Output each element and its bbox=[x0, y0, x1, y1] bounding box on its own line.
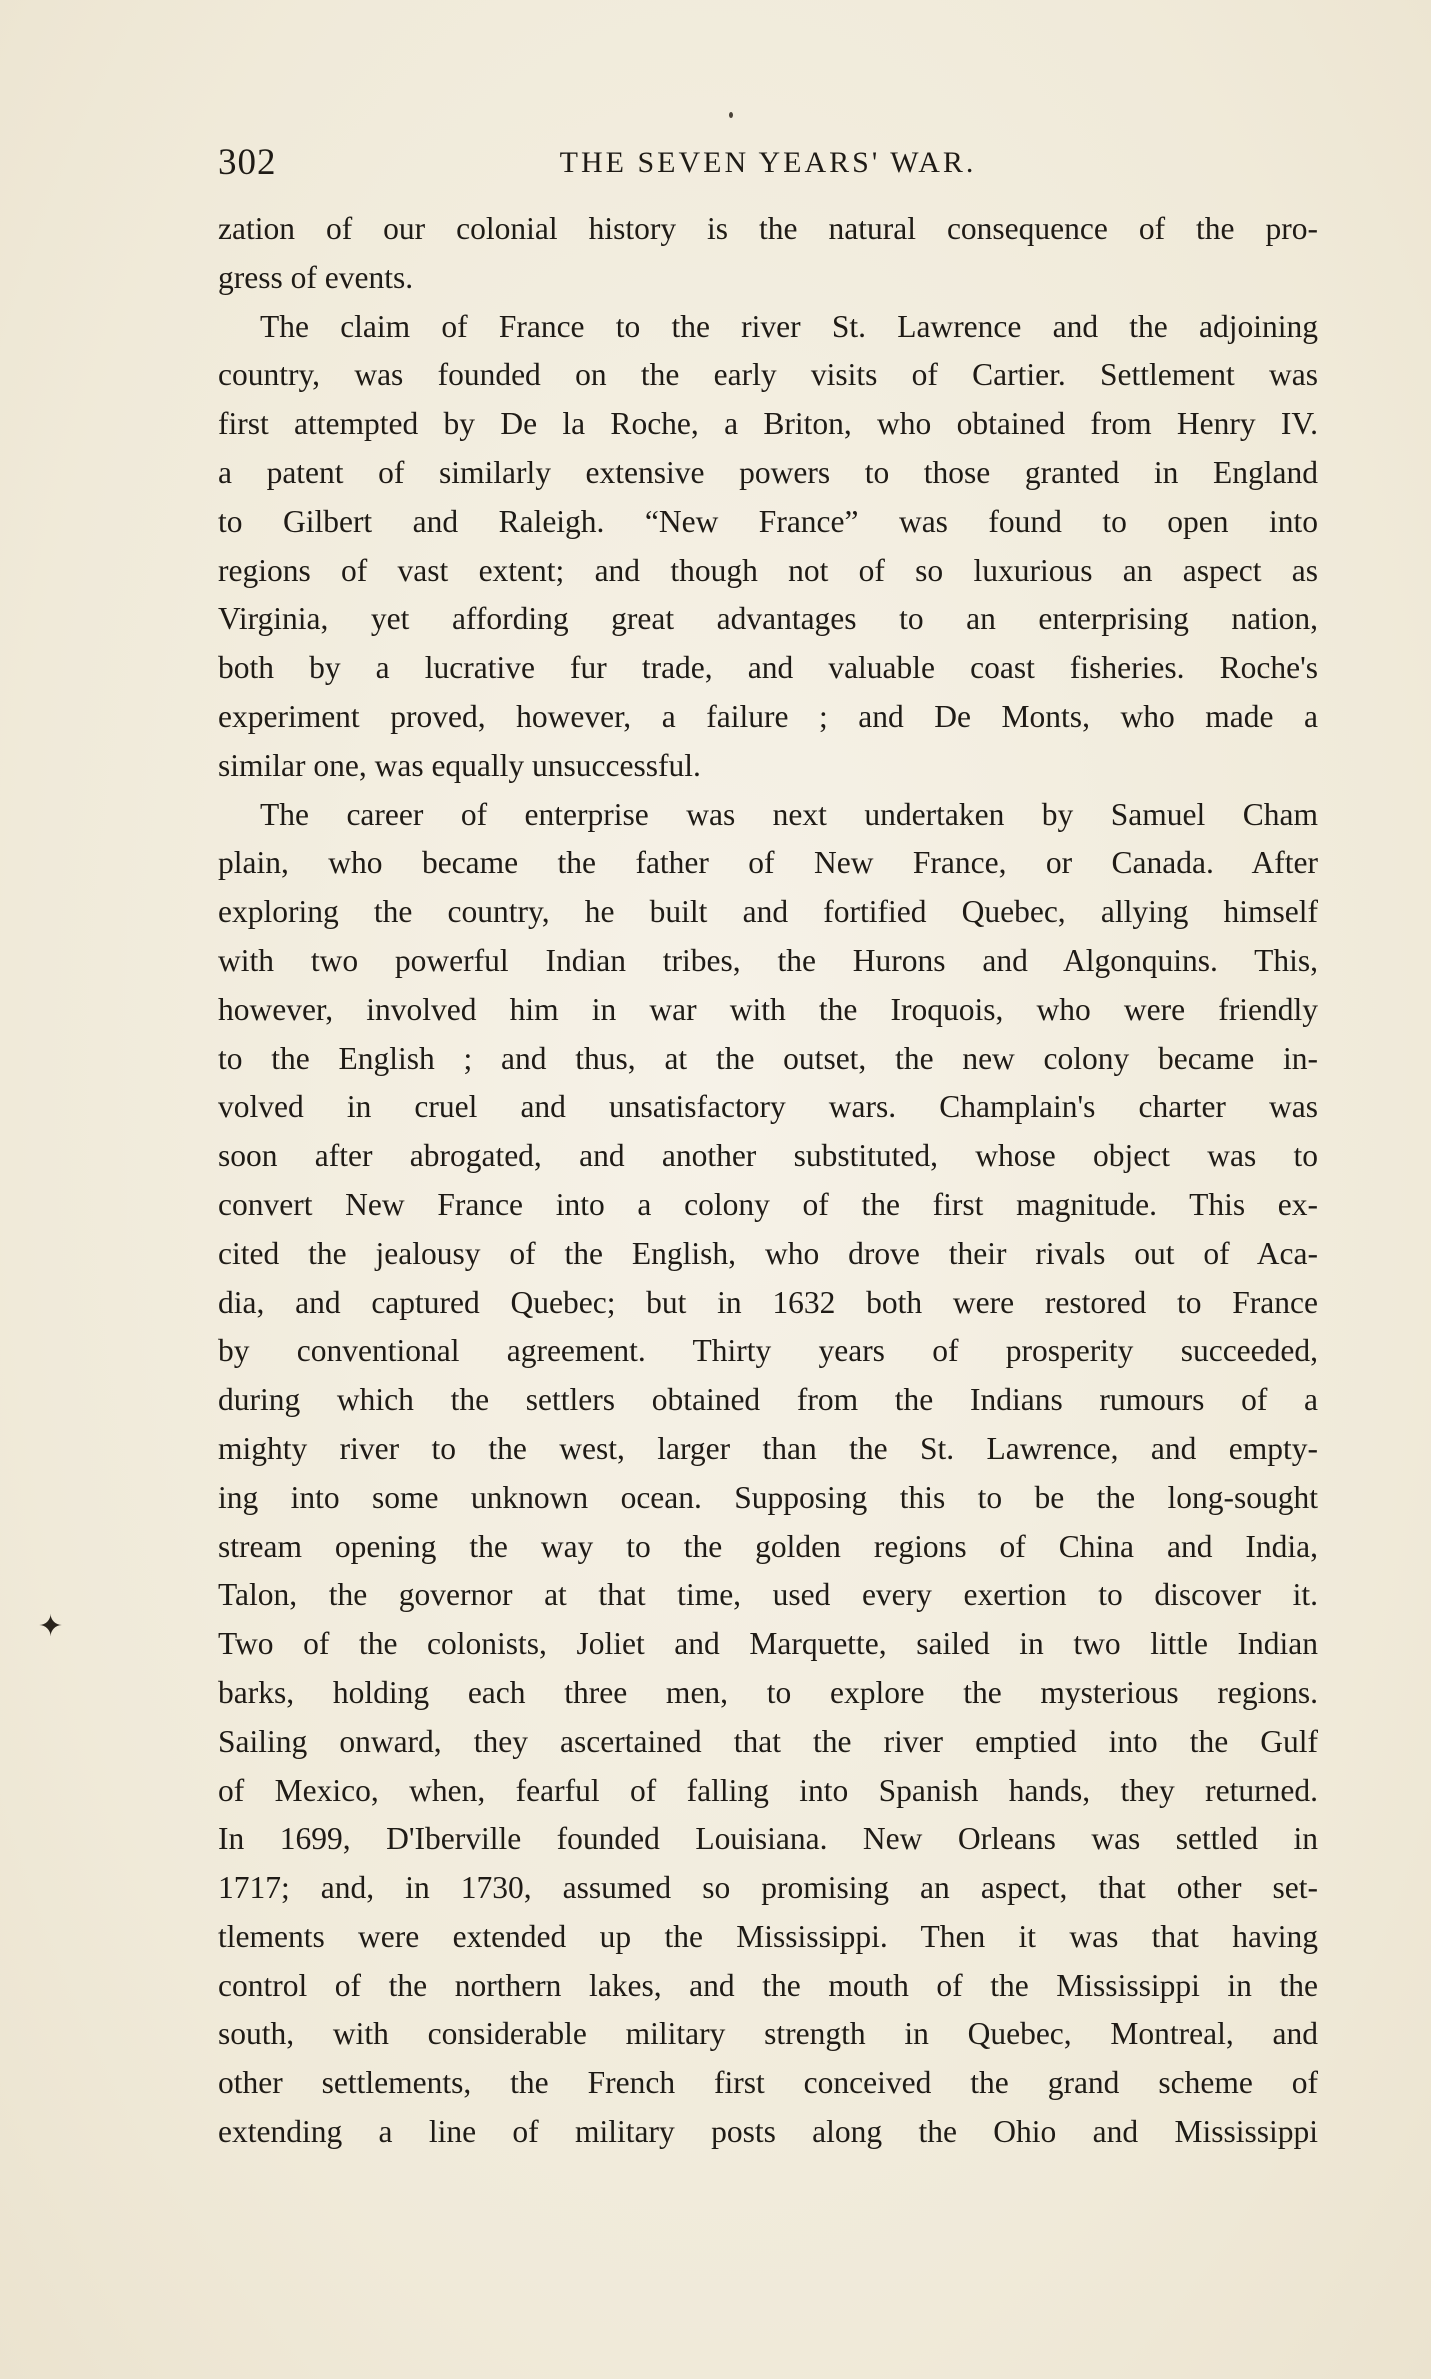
text-line: regions of vast extent; and though not of so luxurious an aspect as bbox=[218, 552, 1318, 588]
text-line: of Mexico, when, fearful of falling into Spanish hands, they returned. bbox=[218, 1772, 1318, 1808]
text-line: zation of our colonial history is the natural consequence of the pro- bbox=[218, 211, 1318, 246]
text-line: similar one, was equally unsuccessful. bbox=[218, 747, 701, 783]
text-line: barks, holding each three men, to explore the mysterious regions. bbox=[218, 1674, 1318, 1710]
text-line: by conventional agreement. Thirty years of prosperity succeeded, bbox=[218, 1333, 1318, 1369]
text-line: south, with considerable military strength in Quebec, Montreal, and bbox=[218, 2016, 1318, 2052]
text-line: a patent of similarly extensive powers to those granted in England bbox=[218, 454, 1318, 490]
text-line: control of the northern lakes, and the mouth of the Mississippi in the bbox=[218, 1967, 1318, 2003]
page-number: 302 bbox=[218, 142, 277, 183]
text-line: to Gilbert and Raleigh. “New France” was found to open into bbox=[218, 503, 1318, 539]
text-line: ing into some unknown ocean. Supposing this to be the long-sought bbox=[218, 1479, 1318, 1515]
text-line: during which the settlers obtained from the Indians rumours of a bbox=[218, 1382, 1318, 1418]
text-line: plain, who became the father of New France, or Canada. After bbox=[218, 845, 1318, 881]
text-line: convert New France into a colony of the first magnitude. This ex- bbox=[218, 1186, 1318, 1222]
text-line: both by a lucrative fur trade, and valuable coast fisheries. Roche's bbox=[218, 650, 1318, 686]
text-line: Virginia, yet affording great advantages to an enterprising nation, bbox=[218, 601, 1318, 637]
text-line: tlements were extended up the Mississippi. Then it was that having bbox=[218, 1918, 1318, 1954]
text-line: dia, and captured Quebec; but in 1632 both were restored to France bbox=[218, 1284, 1318, 1320]
text-line: country, was founded on the early visits of Cartier. Settlement was bbox=[218, 357, 1318, 393]
page-header bbox=[218, 138, 1318, 188]
text-line: Talon, the governor at that time, used every exertion to discover it. bbox=[218, 1577, 1318, 1613]
running-head: THE SEVEN YEARS' WAR. bbox=[559, 146, 977, 179]
text-line: mighty river to the west, larger than the St. Lawrence, and empty- bbox=[218, 1430, 1318, 1466]
text-line: exploring the country, he built and fortified Quebec, allying himself bbox=[218, 894, 1318, 930]
text-line: The claim of France to the river St. Lawrence and the adjoining bbox=[260, 308, 1318, 344]
text-line: first attempted by De la Roche, a Briton, who obtained from Henry IV. bbox=[218, 406, 1318, 442]
text-line: with two powerful Indian tribes, the Hurons and Algonquins. This, bbox=[218, 942, 1318, 978]
text-line: In 1699, D'Iberville founded Louisiana. New Orleans was settled in bbox=[218, 1821, 1318, 1857]
text-line: Two of the colonists, Joliet and Marquette, sailed in two little Indian bbox=[218, 1626, 1318, 1662]
text-line: other settlements, the French first conceived the grand scheme of bbox=[218, 2065, 1318, 2101]
text-line: stream opening the way to the golden regions of China and India, bbox=[218, 1528, 1318, 1564]
text-line: volved in cruel and unsatisfactory wars. Champlain's charter was bbox=[218, 1089, 1318, 1125]
margin-star-icon: ✦ bbox=[38, 1610, 64, 1643]
ink-speck bbox=[729, 112, 733, 118]
text-line: extending a line of military posts along the Ohio and Mississippi bbox=[218, 2114, 1318, 2150]
text-line: cited the jealousy of the English, who drove their rivals out of Aca- bbox=[218, 1235, 1318, 1271]
body-text bbox=[218, 205, 1318, 2157]
text-line: gress of events. bbox=[218, 259, 414, 295]
text-line: however, involved him in war with the Iroquois, who were friendly bbox=[218, 991, 1318, 1027]
text-line: soon after abrogated, and another substituted, whose object was to bbox=[218, 1138, 1318, 1174]
text-line: The career of enterprise was next undertaken by Samuel Cham bbox=[260, 796, 1318, 832]
text-line: 1717; and, in 1730, assumed so promising an aspect, that other set- bbox=[218, 1870, 1318, 1906]
text-line: to the English ; and thus, at the outset, the new colony became in- bbox=[218, 1040, 1318, 1076]
text-line: Sailing onward, they ascertained that the river emptied into the Gulf bbox=[218, 1723, 1318, 1759]
text-line: experiment proved, however, a failure ; and De Monts, who made a bbox=[218, 698, 1318, 734]
